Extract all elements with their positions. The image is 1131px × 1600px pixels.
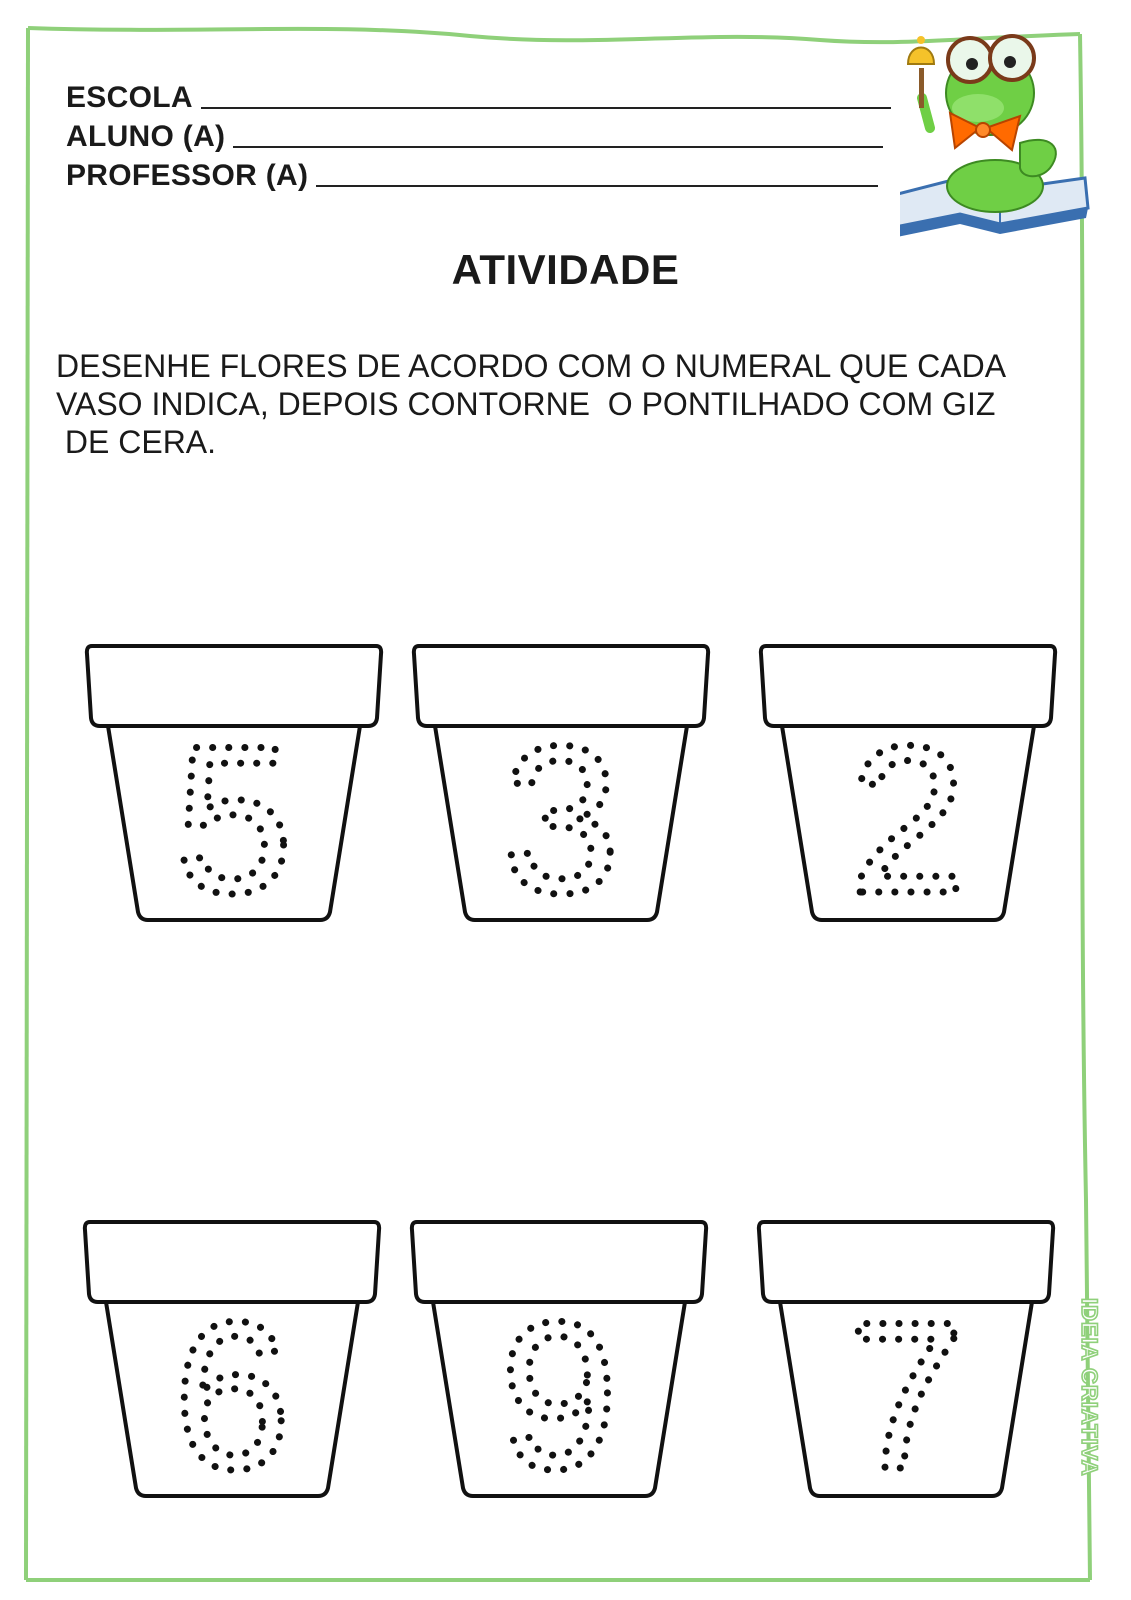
- flower-pot-5[interactable]: [84, 640, 384, 937]
- student-input-line[interactable]: [233, 146, 883, 148]
- school-field: [66, 76, 891, 115]
- watermark: [1072, 1296, 1108, 1566]
- flower-pot-6[interactable]: [82, 1216, 382, 1513]
- school-input-line[interactable]: [201, 107, 891, 109]
- flower-pot-icon: [756, 1216, 1056, 1513]
- flower-pot-icon: [411, 640, 711, 937]
- instruction-line-3: DE CERA.: [56, 424, 217, 460]
- teacher-input-line[interactable]: [316, 185, 878, 187]
- pot-numeral: 3: [502, 702, 620, 937]
- flower-pot-9[interactable]: [409, 1216, 709, 1513]
- school-label: ESCOLA: [66, 81, 193, 114]
- student-field: [66, 115, 891, 154]
- pot-numeral: 7: [847, 1278, 965, 1513]
- flower-pot-icon: [84, 640, 384, 937]
- flower-pot-icon: [82, 1216, 382, 1513]
- bookworm-mascot-icon: [900, 28, 1100, 243]
- student-label: ALUNO (A): [66, 120, 226, 153]
- page-title: ATIVIDADE: [451, 246, 680, 293]
- watermark-text: IDEIA CRIATIVA: [1077, 1298, 1102, 1477]
- instructions: [56, 347, 1096, 461]
- header-fields: [66, 76, 891, 193]
- pot-numeral: 9: [500, 1278, 618, 1513]
- flower-pot-3[interactable]: [411, 640, 711, 937]
- flower-pot-icon: [758, 640, 1058, 937]
- pot-numeral: 2: [849, 702, 967, 937]
- teacher-field: [66, 154, 891, 193]
- pot-numeral: 5: [175, 702, 293, 937]
- flower-pot-2[interactable]: [758, 640, 1058, 937]
- flower-pot-7[interactable]: [756, 1216, 1056, 1513]
- pot-numeral: 6: [173, 1278, 291, 1513]
- instruction-line-1: DESENHE FLORES DE ACORDO COM O NUMERAL QUE CADA: [56, 348, 1007, 384]
- instruction-line-2: VASO INDICA, DEPOIS CONTORNE O PONTILHADO COM GIZ: [56, 386, 996, 422]
- teacher-label: PROFESSOR (A): [66, 159, 309, 192]
- flower-pot-icon: [409, 1216, 709, 1513]
